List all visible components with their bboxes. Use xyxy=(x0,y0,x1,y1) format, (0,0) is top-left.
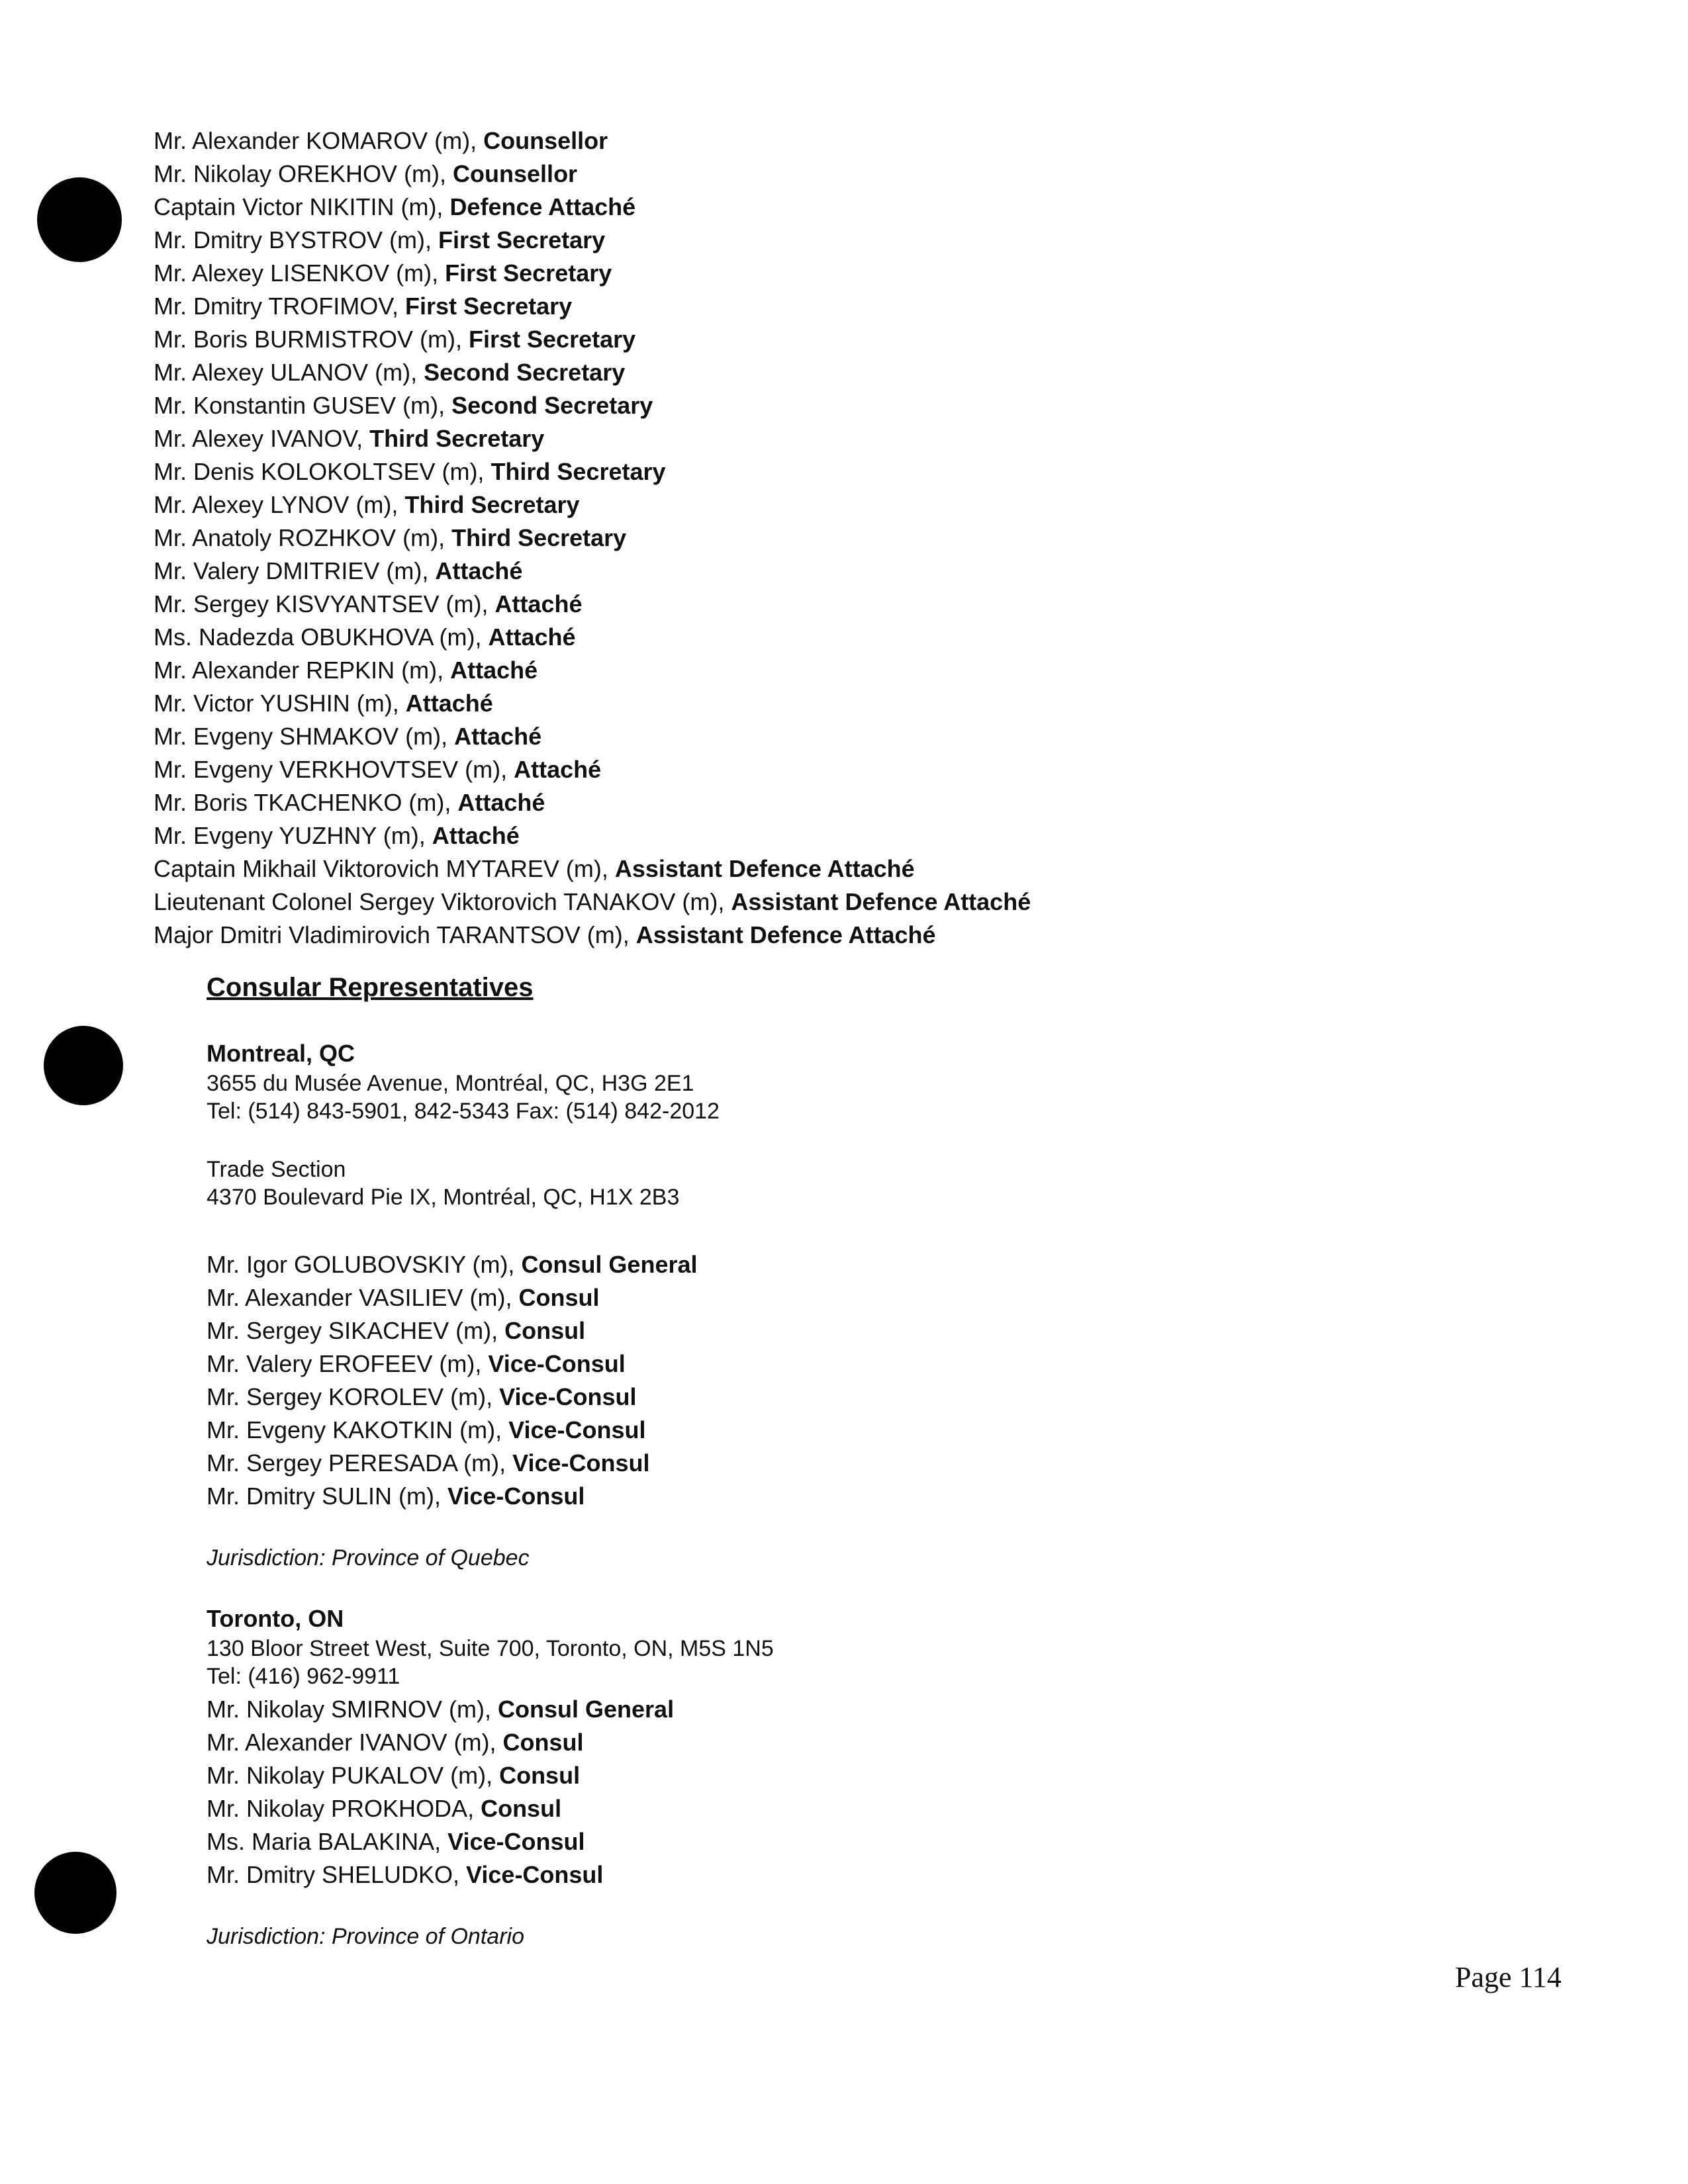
staff-entry xyxy=(154,158,1610,191)
staff-person-name: Mr. Nikolay OREKHOV (m), xyxy=(154,160,453,187)
toronto-officer-person-title: Consul General xyxy=(498,1696,675,1723)
staff-person-title: Attaché xyxy=(435,557,523,584)
staff-person-title: Third Secretary xyxy=(404,491,580,518)
staff-entry xyxy=(154,455,1610,488)
staff-entry xyxy=(154,753,1610,786)
montreal-officer-person-name: Mr. Sergey PERESADA (m), xyxy=(207,1449,513,1477)
montreal-officer-person-name: Mr. Dmitry SULIN (m), xyxy=(207,1482,447,1510)
staff-person-title: Attaché xyxy=(457,789,545,816)
montreal-address: 3655 du Musée Avenue, Montréal, QC, H3G 2E1 xyxy=(207,1071,694,1096)
consular-heading: Consular Representatives xyxy=(207,973,534,1002)
staff-person-title: Attaché xyxy=(488,623,576,651)
staff-person-name: Mr. Boris BURMISTROV (m), xyxy=(154,326,469,353)
staff-entry xyxy=(154,786,1610,819)
staff-entry xyxy=(154,290,1610,323)
staff-entry xyxy=(154,720,1610,753)
montreal-officer-entry xyxy=(207,1381,1597,1414)
staff-person-name: Ms. Nadezda OBUKHOVA (m), xyxy=(154,623,489,651)
staff-person-name: Mr. Victor YUSHIN (m), xyxy=(154,690,406,717)
toronto-officer-person-name: Mr. Nikolay SMIRNOV (m), xyxy=(207,1696,498,1723)
montreal-officer-entry xyxy=(207,1314,1597,1347)
montreal-officer-entry xyxy=(207,1480,1597,1513)
montreal-officer-person-title: Vice-Consul xyxy=(512,1449,650,1477)
toronto-officer-person-title: Consul xyxy=(502,1729,584,1756)
montreal-officer-entry xyxy=(207,1248,1597,1281)
consular-section xyxy=(207,968,1597,1951)
staff-person-name: Mr. Anatoly ROZHKOV (m), xyxy=(154,524,452,551)
toronto-officer-person-name: Mr. Nikolay PROKHODA, xyxy=(207,1795,481,1822)
toronto-city: Toronto, ON xyxy=(207,1605,344,1632)
montreal-trade-address: 4370 Boulevard Pie IX, Montréal, QC, H1X 2B3 xyxy=(207,1185,680,1210)
staff-person-title: Counsellor xyxy=(453,160,578,187)
staff-person-name: Mr. Evgeny SHMAKOV (m), xyxy=(154,723,455,750)
staff-person-title: Attaché xyxy=(454,723,542,750)
staff-person-title: Attaché xyxy=(450,657,538,684)
staff-entry xyxy=(154,389,1610,422)
staff-person-title: First Secretary xyxy=(405,293,573,320)
toronto-officer-entry xyxy=(207,1759,1597,1792)
montreal-officer-person-title: Consul xyxy=(518,1284,600,1311)
montreal-officer-person-name: Mr. Igor GOLUBOVSKIY (m), xyxy=(207,1251,522,1278)
staff-person-title: Attaché xyxy=(432,822,520,849)
staff-person-title: Defence Attaché xyxy=(449,193,636,220)
toronto-officer-entry xyxy=(207,1825,1597,1858)
toronto-officer-person-name: Mr. Dmitry SHELUDKO, xyxy=(207,1861,467,1888)
staff-person-name: Mr. Alexey IVANOV, xyxy=(154,425,370,452)
staff-entry xyxy=(154,224,1610,257)
montreal-officer-list xyxy=(207,1248,1597,1513)
montreal-officer-person-title: Vice-Consul xyxy=(488,1350,626,1377)
staff-person-name: Mr. Valery DMITRIEV (m), xyxy=(154,557,436,584)
staff-entry xyxy=(154,852,1610,886)
montreal-officer-person-title: Vice-Consul xyxy=(508,1416,646,1443)
staff-person-name: Mr. Sergey KISVYANTSEV (m), xyxy=(154,590,495,617)
staff-entry xyxy=(154,919,1610,952)
staff-person-name: Mr. Alexey LISENKOV (m), xyxy=(154,259,445,287)
toronto-officer-list xyxy=(207,1693,1597,1891)
toronto-officer-person-name: Mr. Nikolay PUKALOV (m), xyxy=(207,1762,500,1789)
staff-person-name: Lieutenant Colonel Sergey Viktorovich TANAKOV (m), xyxy=(154,888,731,915)
staff-person-title: Second Secretary xyxy=(451,392,653,419)
montreal-officer-entry xyxy=(207,1281,1597,1314)
staff-entry xyxy=(154,356,1610,389)
page-number: Page 114 xyxy=(1455,1961,1562,1993)
montreal-officer-entry xyxy=(207,1414,1597,1447)
staff-person-name: Mr. Dmitry BYSTROV (m), xyxy=(154,226,438,253)
toronto-officer-person-title: Vice-Consul xyxy=(447,1828,585,1855)
staff-person-title: Third Secretary xyxy=(451,524,627,551)
staff-entry xyxy=(154,687,1610,720)
staff-entry xyxy=(154,522,1610,555)
staff-person-title: Attaché xyxy=(494,590,583,617)
montreal-phone: Tel: (514) 843-5901, 842-5343 Fax: (514) 842-2012 xyxy=(207,1099,720,1124)
staff-person-title: Assistant Defence Attaché xyxy=(731,888,1031,915)
staff-person-name: Captain Mikhail Viktorovich MYTAREV (m), xyxy=(154,855,615,882)
montreal-officer-person-name: Mr. Sergey SIKACHEV (m), xyxy=(207,1317,505,1344)
staff-person-name: Mr. Alexey ULANOV (m), xyxy=(154,359,424,386)
staff-entry xyxy=(154,488,1610,522)
staff-person-name: Mr. Alexey LYNOV (m), xyxy=(154,491,405,518)
staff-person-title: First Secretary xyxy=(438,226,606,253)
embassy-staff-list xyxy=(154,124,1610,952)
toronto-jurisdiction: Jurisdiction: Province of Ontario xyxy=(207,1924,524,1949)
montreal-officer-person-name: Mr. Alexander VASILIEV (m), xyxy=(207,1284,519,1311)
staff-person-name: Mr. Konstantin GUSEV (m), xyxy=(154,392,452,419)
toronto-officer-entry xyxy=(207,1693,1597,1726)
staff-entry xyxy=(154,555,1610,588)
staff-entry xyxy=(154,323,1610,356)
staff-entry xyxy=(154,621,1610,654)
staff-entry xyxy=(154,422,1610,455)
staff-entry xyxy=(154,191,1610,224)
staff-person-title: Third Secretary xyxy=(491,458,666,485)
staff-person-title: Third Secretary xyxy=(369,425,545,452)
toronto-address: 130 Bloor Street West, Suite 700, Toronto, ON, M5S 1N5 xyxy=(207,1636,774,1661)
toronto-phone: Tel: (416) 962-9911 xyxy=(207,1664,400,1689)
toronto-officer-entry xyxy=(207,1792,1597,1825)
staff-person-title: Counsellor xyxy=(483,127,608,154)
montreal-officer-person-title: Vice-Consul xyxy=(499,1383,637,1410)
toronto-officer-person-title: Vice-Consul xyxy=(466,1861,604,1888)
punch-hole-top xyxy=(37,177,122,262)
staff-person-title: Attaché xyxy=(514,756,602,783)
staff-entry xyxy=(154,819,1610,852)
montreal-city: Montreal, QC xyxy=(207,1040,355,1067)
montreal-officer-person-name: Mr. Evgeny KAKOTKIN (m), xyxy=(207,1416,509,1443)
montreal-officer-person-name: Mr. Valery EROFEEV (m), xyxy=(207,1350,489,1377)
montreal-officer-entry xyxy=(207,1447,1597,1480)
toronto-officer-person-name: Ms. Maria BALAKINA, xyxy=(207,1828,448,1855)
staff-person-name: Captain Victor NIKITIN (m), xyxy=(154,193,450,220)
toronto-officer-entry xyxy=(207,1726,1597,1759)
montreal-officer-person-title: Vice-Consul xyxy=(447,1482,585,1510)
toronto-officer-person-title: Consul xyxy=(499,1762,581,1789)
staff-entry xyxy=(154,257,1610,290)
punch-hole-bottom xyxy=(34,1852,117,1934)
montreal-jurisdiction: Jurisdiction: Province of Quebec xyxy=(207,1545,530,1570)
montreal-officer-entry xyxy=(207,1347,1597,1381)
montreal-trade-label: Trade Section xyxy=(207,1157,346,1182)
montreal-officer-person-name: Mr. Sergey KOROLEV (m), xyxy=(207,1383,500,1410)
staff-person-title: First Secretary xyxy=(469,326,636,353)
staff-person-title: Assistant Defence Attaché xyxy=(635,921,936,948)
staff-entry xyxy=(154,124,1610,158)
punch-hole-middle xyxy=(44,1026,123,1105)
staff-person-name: Mr. Evgeny YUZHNY (m), xyxy=(154,822,432,849)
staff-person-title: Assistant Defence Attaché xyxy=(614,855,915,882)
staff-person-title: Attaché xyxy=(405,690,493,717)
toronto-officer-person-title: Consul xyxy=(481,1795,562,1822)
staff-entry xyxy=(154,886,1610,919)
staff-person-name: Mr. Alexander KOMAROV (m), xyxy=(154,127,484,154)
staff-person-name: Major Dmitri Vladimirovich TARANTSOV (m), xyxy=(154,921,636,948)
staff-person-name: Mr. Dmitry TROFIMOV, xyxy=(154,293,406,320)
staff-entry xyxy=(154,654,1610,687)
montreal-officer-person-title: Consul xyxy=(504,1317,586,1344)
staff-person-name: Mr. Evgeny VERKHOVTSEV (m), xyxy=(154,756,514,783)
staff-person-name: Mr. Denis KOLOKOLTSEV (m), xyxy=(154,458,491,485)
staff-person-title: First Secretary xyxy=(445,259,612,287)
staff-person-name: Mr. Boris TKACHENKO (m), xyxy=(154,789,458,816)
toronto-officer-entry xyxy=(207,1858,1597,1891)
toronto-officer-person-name: Mr. Alexander IVANOV (m), xyxy=(207,1729,503,1756)
staff-person-title: Second Secretary xyxy=(424,359,626,386)
montreal-officer-person-title: Consul General xyxy=(521,1251,698,1278)
staff-entry xyxy=(154,588,1610,621)
staff-person-name: Mr. Alexander REPKIN (m), xyxy=(154,657,451,684)
